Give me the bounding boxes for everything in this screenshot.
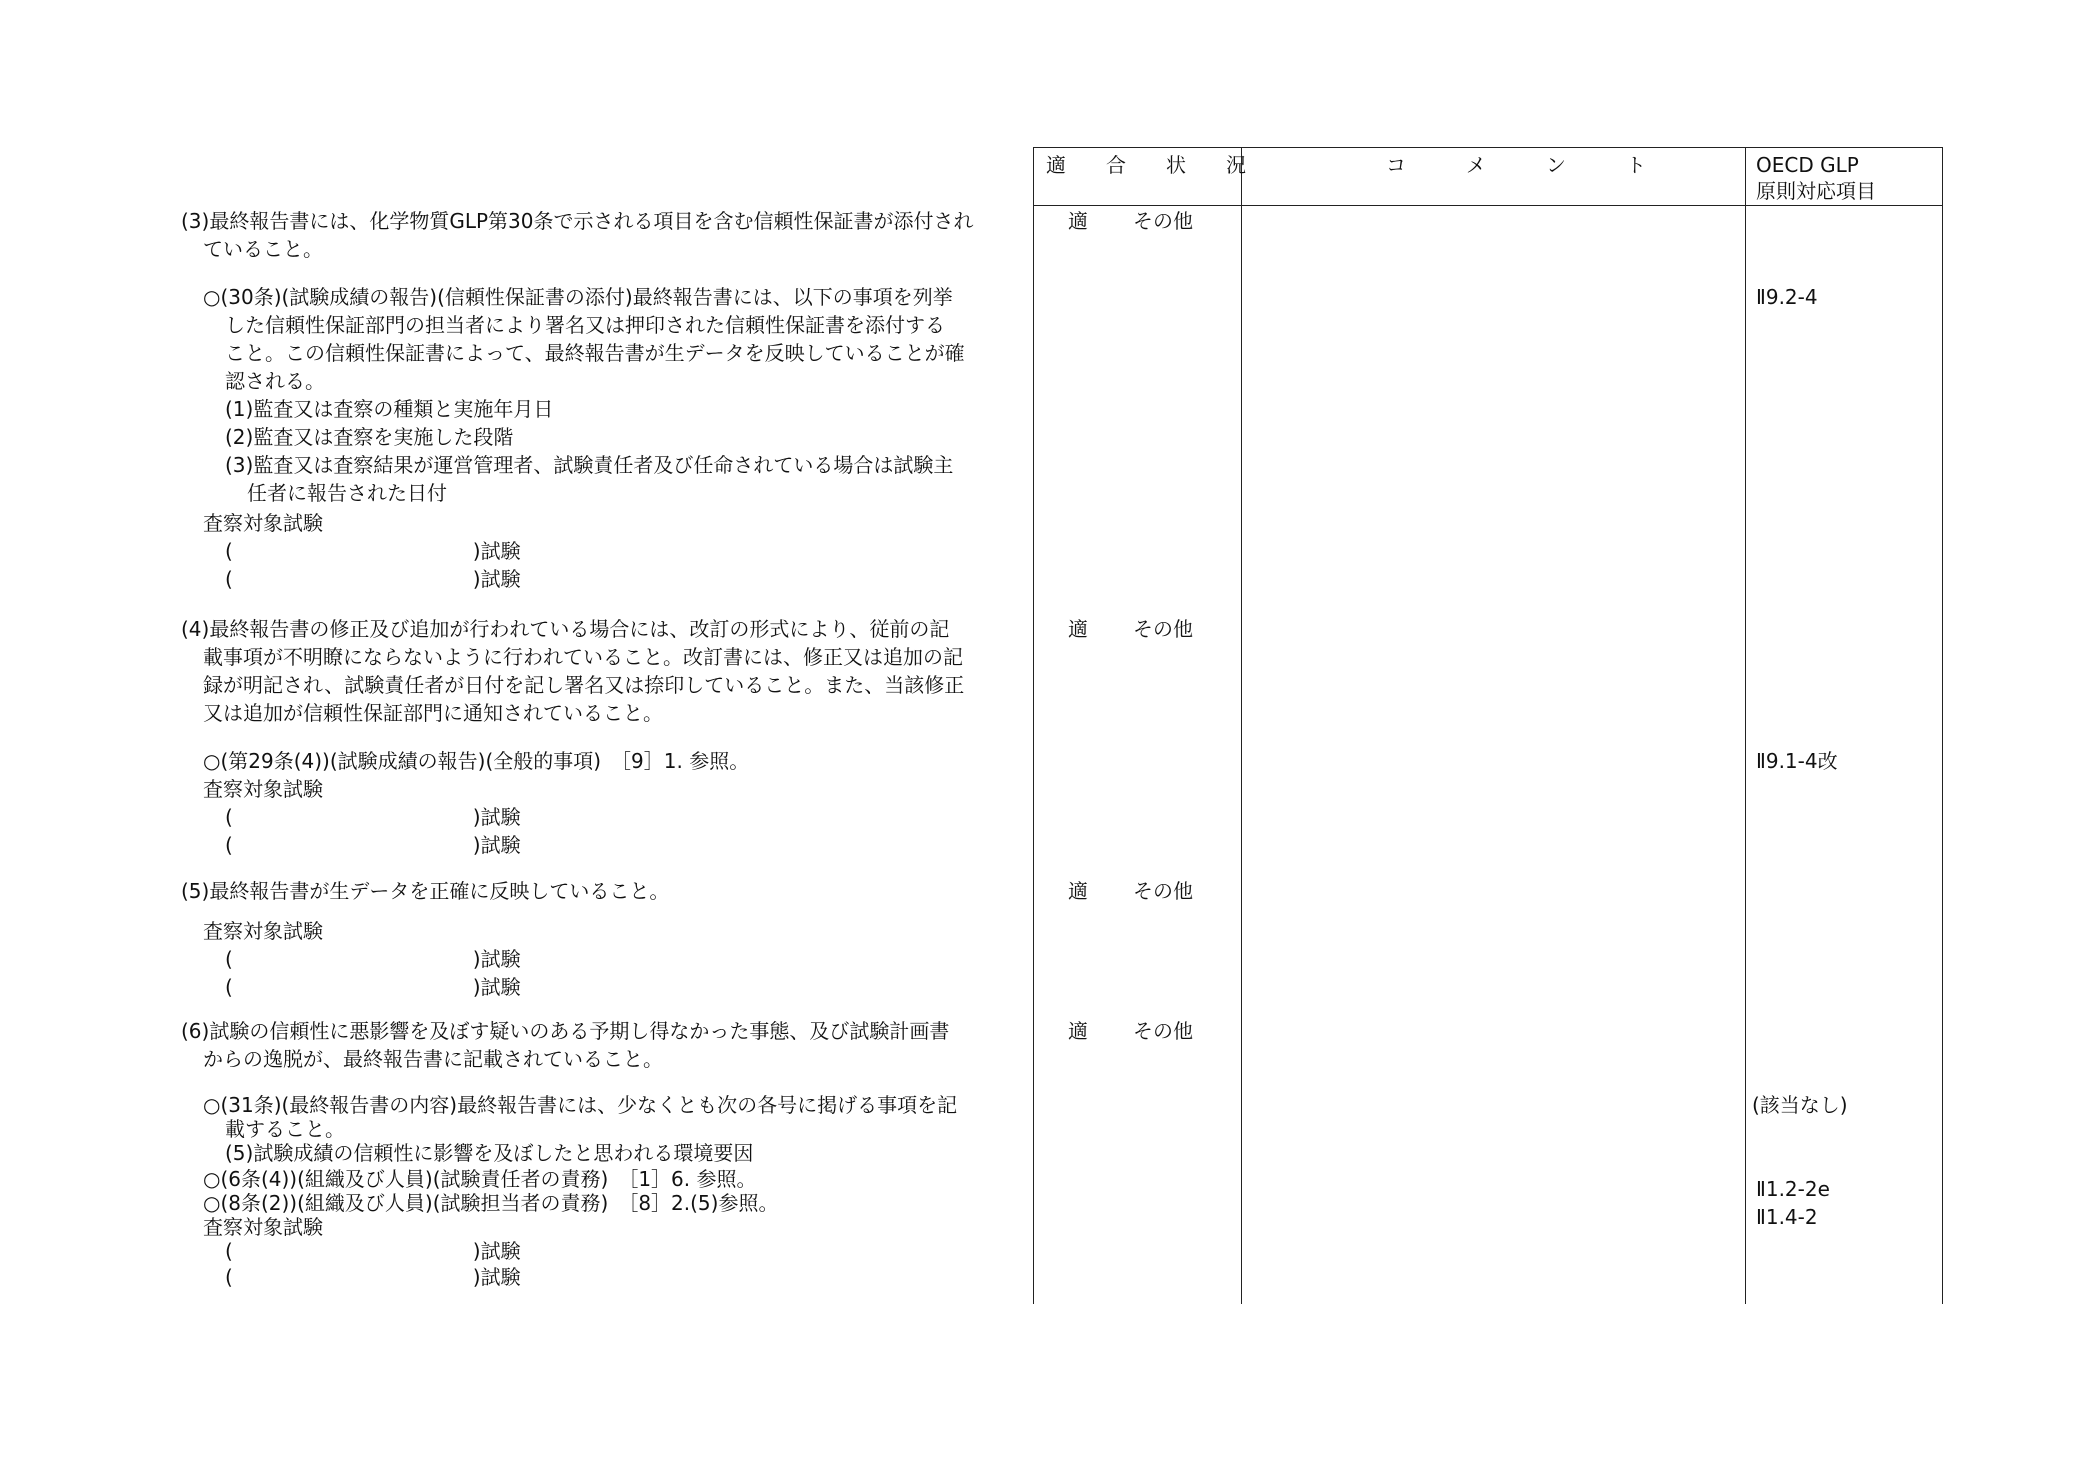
item-5-target-field-1[interactable]: ( )試験 bbox=[225, 947, 521, 971]
item-4-line-3: 録が明記され、試験責任者が日付を記し署名又は捺印していること。また、当該修正 bbox=[203, 673, 965, 697]
item-3-target-field-2[interactable]: ( )試験 bbox=[225, 567, 521, 591]
item-6-target-field-1[interactable]: ( )試験 bbox=[225, 1239, 521, 1263]
item-3-ref-line-4: 認される。 bbox=[225, 369, 325, 393]
item-6-ref-line-5: ○(8条(2))(組織及び人員)(試験担当者の責務) ［8］2.(5)参照。 bbox=[203, 1191, 779, 1215]
item-3-oecd-ref: Ⅱ9.2-4 bbox=[1756, 285, 1818, 309]
item-6-target-field-2[interactable]: ( )試験 bbox=[225, 1265, 521, 1289]
item-4-target-field-2[interactable]: ( )試験 bbox=[225, 833, 521, 857]
item-4-target-label: 査察対象試験 bbox=[203, 777, 323, 801]
item-5-line-1: (5)最終報告書が生データを正確に反映していること。 bbox=[181, 879, 670, 903]
column-border-status-left bbox=[1033, 147, 1034, 1304]
item-3-ref-line-7: (3)監査又は査察結果が運営管理者、試験責任者及び任命されている場合は試験主 bbox=[225, 453, 954, 477]
item-4-ref-line-1: ○(第29条(4))(試験成績の報告)(全般的事項) ［9］1. 参照。 bbox=[203, 749, 750, 773]
comment-column-header: コ メ ン ト bbox=[1386, 153, 1646, 177]
item-3-line-1: (3)最終報告書には、化学物質GLP第30条で示される項目を含む信頼性保証書が添付され bbox=[181, 209, 974, 233]
item-3-ref-line-3: こと。この信頼性保証書によって、最終報告書が生データを反映していることが確 bbox=[225, 341, 965, 365]
item-6-oecd-ref-3: Ⅱ1.4-2 bbox=[1756, 1205, 1818, 1229]
status-column-header: 適 合 状 況 bbox=[1046, 153, 1246, 177]
column-border-oecd-left bbox=[1745, 147, 1746, 1304]
item-3-target-label: 査察対象試験 bbox=[203, 511, 323, 535]
item-6-ref-line-2: 載すること。 bbox=[225, 1117, 345, 1141]
table-header-divider bbox=[1033, 205, 1943, 206]
item-3-status-other[interactable]: その他 bbox=[1133, 209, 1193, 233]
item-5-status-ok[interactable]: 適 bbox=[1068, 879, 1088, 903]
item-4-target-field-1[interactable]: ( )試験 bbox=[225, 805, 521, 829]
item-6-oecd-ref-2: Ⅱ1.2-2e bbox=[1756, 1177, 1830, 1201]
item-3-ref-line-6: (2)監査又は査察を実施した段階 bbox=[225, 425, 514, 449]
oecd-column-header-line2: 原則対応項目 bbox=[1756, 179, 1876, 203]
item-3-ref-line-2: した信頼性保証部門の担当者により署名又は押印された信頼性保証書を添付する bbox=[225, 313, 945, 337]
item-6-ref-line-4: ○(6条(4))(組織及び人員)(試験責任者の責務) ［1］6. 参照。 bbox=[203, 1167, 757, 1191]
item-5-target-field-2[interactable]: ( )試験 bbox=[225, 975, 521, 999]
item-4-status-ok[interactable]: 適 bbox=[1068, 617, 1088, 641]
item-4-line-1: (4)最終報告書の修正及び追加が行われている場合には、改訂の形式により、従前の記 bbox=[181, 617, 950, 641]
item-4-oecd-ref: Ⅱ9.1-4改 bbox=[1756, 749, 1838, 773]
item-6-ref-line-3: (5)試験成績の信頼性に影響を及ぼしたと思われる環境要因 bbox=[225, 1141, 754, 1165]
item-4-line-4: 又は追加が信頼性保証部門に通知されていること。 bbox=[203, 701, 663, 725]
item-4-status-other[interactable]: その他 bbox=[1133, 617, 1193, 641]
item-3-ref-line-5: (1)監査又は査察の種類と実施年月日 bbox=[225, 397, 554, 421]
item-3-target-field-1[interactable]: ( )試験 bbox=[225, 539, 521, 563]
item-4-line-2: 載事項が不明瞭にならないように行われていること。改訂書には、修正又は追加の記 bbox=[203, 645, 963, 669]
column-border-comment-left bbox=[1241, 147, 1242, 1304]
item-6-line-2: からの逸脱が、最終報告書に記載されていること。 bbox=[203, 1047, 663, 1071]
item-5-status-other[interactable]: その他 bbox=[1133, 879, 1193, 903]
item-6-status-other[interactable]: その他 bbox=[1133, 1019, 1193, 1043]
column-border-oecd-right bbox=[1942, 147, 1943, 1304]
item-6-line-1: (6)試験の信頼性に悪影響を及ぼす疑いのある予期し得なかった事態、及び試験計画書 bbox=[181, 1019, 950, 1043]
oecd-column-header-line1: OECD GLP bbox=[1756, 153, 1859, 177]
item-6-status-ok[interactable]: 適 bbox=[1068, 1019, 1088, 1043]
item-6-oecd-ref-1: (該当なし) bbox=[1752, 1093, 1848, 1117]
table-top-border bbox=[1033, 147, 1943, 148]
item-3-status-ok[interactable]: 適 bbox=[1068, 209, 1088, 233]
item-3-line-2: ていること。 bbox=[203, 237, 323, 261]
item-3-ref-line-8: 任者に報告された日付 bbox=[247, 481, 447, 505]
item-6-ref-line-1: ○(31条)(最終報告書の内容)最終報告書には、少なくとも次の各号に掲げる事項を記 bbox=[203, 1093, 958, 1117]
item-3-ref-line-1: ○(30条)(試験成績の報告)(信頼性保証書の添付)最終報告書には、以下の事項を列挙 bbox=[203, 285, 953, 309]
item-6-target-label: 査察対象試験 bbox=[203, 1215, 323, 1239]
item-5-target-label: 査察対象試験 bbox=[203, 919, 323, 943]
